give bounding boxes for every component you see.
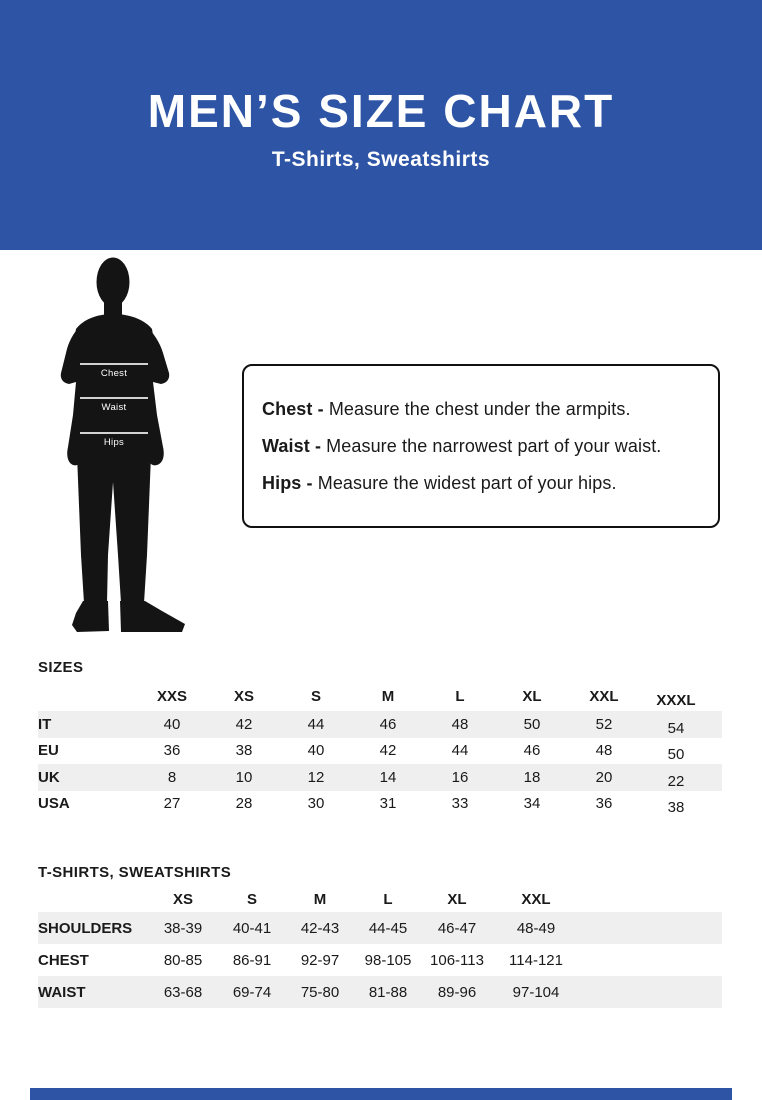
column-header: S bbox=[246, 890, 257, 908]
row-label: SHOULDERS bbox=[38, 919, 133, 937]
size-cell: 52 bbox=[595, 715, 613, 733]
size-cell: 22 bbox=[667, 772, 685, 790]
size-cell: 33 bbox=[451, 795, 469, 813]
size-cell: 31 bbox=[379, 795, 397, 813]
size-cell: 18 bbox=[523, 768, 541, 786]
row-label: IT bbox=[38, 715, 52, 733]
column-header: XXL bbox=[589, 688, 619, 705]
size-cell: 50 bbox=[523, 715, 541, 733]
row-label: WAIST bbox=[38, 983, 86, 1001]
instruction-item-chest bbox=[262, 399, 700, 420]
column-header: L bbox=[383, 890, 393, 908]
column-header: XL bbox=[447, 890, 467, 908]
measurement-cell: 44-45 bbox=[368, 919, 408, 937]
measurement-cell: 97-104 bbox=[512, 983, 560, 1001]
measurement-cell: 89-96 bbox=[437, 983, 477, 1001]
column-header: L bbox=[455, 688, 465, 705]
size-cell: 36 bbox=[595, 795, 613, 813]
measurement-cell: 92-97 bbox=[300, 951, 340, 969]
size-cell: 28 bbox=[235, 795, 253, 813]
size-cell: 30 bbox=[307, 795, 325, 813]
size-cell: 40 bbox=[307, 742, 325, 760]
row-label: EU bbox=[38, 742, 59, 760]
chest-line bbox=[80, 363, 148, 365]
instruction-item-waist bbox=[262, 436, 700, 457]
size-cell: 34 bbox=[523, 795, 541, 813]
table-row-shoulders bbox=[38, 912, 722, 944]
page-subtitle: T-Shirts, Sweatshirts bbox=[271, 148, 491, 171]
size-cell: 40 bbox=[163, 715, 181, 733]
column-header: S bbox=[310, 688, 321, 705]
waist-label: Waist bbox=[101, 402, 127, 413]
row-label: USA bbox=[38, 795, 70, 813]
size-cell: 38 bbox=[667, 799, 685, 817]
instruction-text: Measure the chest under the armpits. bbox=[328, 398, 631, 419]
waist-line bbox=[80, 397, 148, 399]
sizes-section bbox=[38, 659, 722, 817]
hips-label: Hips bbox=[103, 437, 125, 448]
tshirts-header-row bbox=[38, 886, 722, 912]
measurement-cell: 63-68 bbox=[163, 983, 203, 1001]
sizes-title: SIZES bbox=[38, 659, 84, 676]
size-cell: 42 bbox=[379, 742, 397, 760]
size-cell: 27 bbox=[163, 795, 181, 813]
column-header: M bbox=[381, 688, 395, 705]
size-cell: 10 bbox=[235, 768, 253, 786]
table-row-usa bbox=[38, 791, 722, 818]
column-header: XXL bbox=[521, 890, 551, 908]
size-cell: 16 bbox=[451, 768, 469, 786]
instruction-term: Chest - bbox=[262, 398, 324, 419]
measurement-cell: 98-105 bbox=[364, 951, 412, 969]
size-cell: 44 bbox=[307, 715, 325, 733]
measurement-cell: 81-88 bbox=[368, 983, 408, 1001]
tshirts-section bbox=[38, 864, 722, 1008]
header-banner bbox=[0, 0, 762, 250]
column-header: XL bbox=[522, 688, 542, 705]
column-header: XXS bbox=[156, 688, 187, 705]
column-header: M bbox=[313, 890, 327, 908]
measurement-cell: 42-43 bbox=[300, 919, 340, 937]
page-title: MEN’S SIZE CHART bbox=[147, 85, 615, 137]
table-row-waist bbox=[38, 976, 722, 1008]
table-row-it bbox=[38, 711, 722, 738]
measurement-cell: 114-121 bbox=[509, 951, 563, 969]
measurement-cell: 46-47 bbox=[437, 919, 477, 937]
column-header: XXXL bbox=[656, 692, 696, 709]
size-cell: 20 bbox=[595, 768, 613, 786]
size-cell: 50 bbox=[667, 746, 685, 764]
table-row-chest bbox=[38, 944, 722, 976]
table-row-uk bbox=[38, 764, 722, 791]
size-cell: 42 bbox=[235, 715, 253, 733]
instruction-term: Hips - bbox=[262, 472, 313, 493]
size-cell: 54 bbox=[667, 719, 685, 737]
measurement-cell: 86-91 bbox=[232, 951, 272, 969]
column-header: XS bbox=[172, 890, 193, 908]
measurement-cell: 40-41 bbox=[232, 919, 272, 937]
size-cell: 36 bbox=[163, 742, 181, 760]
table-row-eu bbox=[38, 738, 722, 765]
measurement-cell: 80-85 bbox=[163, 951, 203, 969]
sizes-header-row bbox=[38, 682, 722, 711]
size-cell: 48 bbox=[595, 742, 613, 760]
size-cell: 48 bbox=[451, 715, 469, 733]
hips-line bbox=[80, 432, 148, 434]
row-label: UK bbox=[38, 768, 60, 786]
footer-bar bbox=[30, 1088, 732, 1100]
size-cell: 38 bbox=[235, 742, 253, 760]
measurement-cell: 38-39 bbox=[163, 919, 203, 937]
measurement-cell: 48-49 bbox=[516, 919, 556, 937]
size-cell: 46 bbox=[523, 742, 541, 760]
size-cell: 8 bbox=[167, 768, 177, 786]
male-silhouette-figure bbox=[52, 255, 198, 637]
instruction-item-hips bbox=[262, 473, 700, 494]
size-cell: 44 bbox=[451, 742, 469, 760]
measurement-instructions-box bbox=[242, 364, 720, 528]
instruction-text: Measure the narrowest part of your waist. bbox=[326, 435, 662, 456]
instruction-term: Waist - bbox=[262, 435, 322, 456]
size-cell: 12 bbox=[307, 768, 325, 786]
measurement-cell: 69-74 bbox=[232, 983, 272, 1001]
measurement-cell: 75-80 bbox=[300, 983, 340, 1001]
measurement-cell: 106-113 bbox=[430, 951, 484, 969]
column-header: XS bbox=[233, 688, 254, 705]
chest-label: Chest bbox=[100, 368, 128, 379]
size-cell: 14 bbox=[379, 768, 397, 786]
instruction-text: Measure the widest part of your hips. bbox=[317, 472, 617, 493]
row-label: CHEST bbox=[38, 951, 89, 969]
size-cell: 46 bbox=[379, 715, 397, 733]
tshirts-title: T-SHIRTS, SWEATSHIRTS bbox=[38, 864, 232, 881]
